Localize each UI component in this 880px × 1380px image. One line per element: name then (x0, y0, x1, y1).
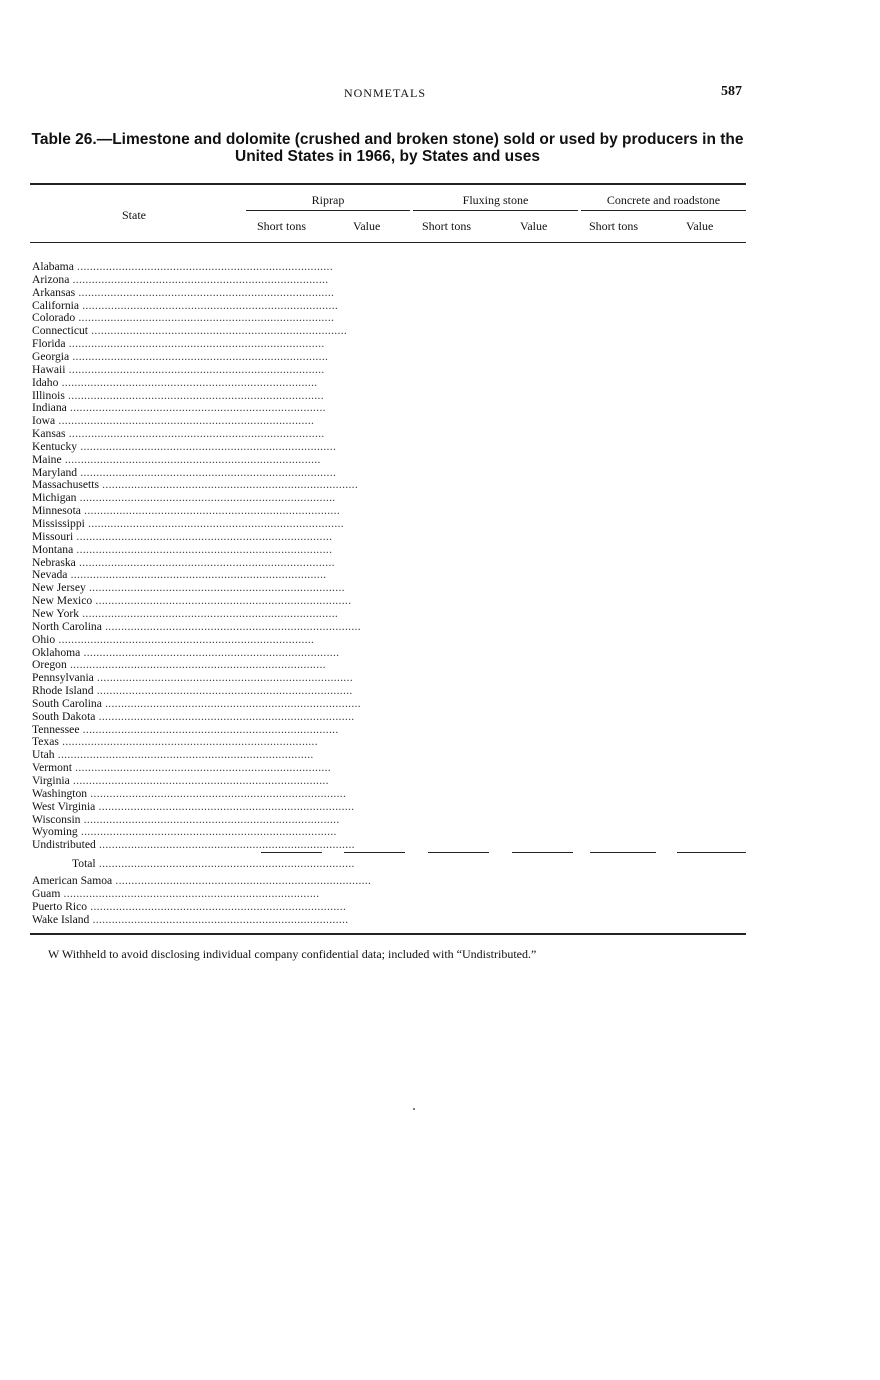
state-name: Kentucky (32, 440, 78, 453)
leader-dots: ................................................................................ (73, 530, 333, 543)
row-label (32, 825, 337, 838)
state-name: Nevada (32, 568, 68, 581)
leader-dots: ................................................................................ (67, 568, 327, 581)
row-label (32, 710, 355, 723)
state-name: California (32, 299, 80, 312)
state-name: Puerto Rico (32, 900, 88, 913)
leader-dots: ................................................................................ (79, 607, 339, 620)
group-header-fluxing-stone: Fluxing stone (462, 193, 529, 207)
state-name: Wake Island (32, 913, 90, 926)
leader-dots: ................................................................................ (71, 761, 332, 774)
leader-dots: ................................................................................ (54, 748, 314, 761)
leader-dots: ................................................................................ (65, 427, 325, 440)
state-name: Wyoming (32, 825, 78, 838)
leader-dots: ................................................................................ (80, 646, 340, 659)
subheader-riprap-value: Value (353, 219, 381, 233)
row-label (32, 671, 353, 684)
total-top-rule-1 (344, 852, 405, 853)
leader-dots: ................................................................................ (69, 774, 329, 787)
leader-dots: ................................................................................ (69, 350, 329, 363)
state-name: Iowa (32, 414, 56, 427)
leader-dots: ................................................................................ (79, 723, 339, 736)
state-name: Idaho (32, 376, 59, 389)
table-bottom-rule (30, 933, 746, 935)
state-name: Guam (32, 887, 61, 900)
row-label (32, 800, 355, 813)
state-name: Undistributed (32, 838, 96, 851)
group-rule-concrete (581, 210, 746, 211)
state-name: Alabama (32, 260, 74, 273)
total-top-rule-4 (590, 852, 656, 853)
row-label (32, 838, 355, 851)
state-name: Rhode Island (32, 684, 94, 697)
row-label (32, 774, 329, 787)
state-name: Ohio (32, 633, 56, 646)
state-name: Connecticut (32, 324, 89, 337)
leader-dots: ................................................................................ (95, 838, 355, 851)
row-label (32, 517, 344, 530)
state-name: Utah (32, 748, 55, 761)
state-name: Virginia (32, 774, 70, 787)
leader-dots: ................................................................................ (95, 857, 355, 870)
state-name: South Carolina (32, 697, 102, 710)
header-bottom-rule (30, 242, 746, 243)
state-name: Montana (32, 543, 74, 556)
leader-dots: ................................................................................ (87, 900, 347, 913)
row-label (32, 735, 318, 748)
row-label (32, 478, 359, 491)
table-title-line-2: United States in 1966, by States and uses (235, 148, 540, 165)
subheader-fluxing-value: Value (520, 219, 548, 233)
row-label (32, 607, 339, 620)
state-name: Washington (32, 787, 88, 800)
group-header-riprap: Riprap (311, 193, 345, 207)
row-label (32, 491, 336, 504)
leader-dots: ................................................................................ (85, 581, 345, 594)
row-label (32, 787, 347, 800)
leader-dots: ................................................................................ (101, 620, 361, 633)
total-top-rule-0 (261, 852, 322, 853)
leader-dots: ................................................................................ (55, 414, 315, 427)
state-name: Maryland (32, 466, 78, 479)
state-name: Kansas (32, 427, 66, 440)
state-name: Missouri (32, 530, 74, 543)
leader-dots: ................................................................................ (77, 825, 337, 838)
leader-dots: ................................................................................ (73, 543, 333, 556)
group-rule-fluxing (413, 210, 578, 211)
state-name: Total (72, 857, 96, 870)
leader-dots: ................................................................................ (87, 787, 347, 800)
leader-dots: ................................................................................ (77, 466, 337, 479)
state-name: Wisconsin (32, 813, 81, 826)
row-label (32, 260, 333, 273)
group-rule-riprap (246, 210, 410, 211)
row-label (32, 874, 372, 887)
leader-dots: ................................................................................ (77, 440, 337, 453)
leader-dots: ................................................................................ (95, 710, 355, 723)
row-label (32, 748, 314, 761)
leader-dots: ................................................................................ (66, 401, 326, 414)
state-name: Oregon (32, 658, 67, 671)
state-name: Texas (32, 735, 59, 748)
footnote: W Withheld to avoid disclosing individual company confidential data; included with “Undistributed.” (48, 947, 537, 961)
state-name: North Carolina (32, 620, 102, 633)
running-header-section: NONMETALS (343, 86, 427, 100)
row-label (32, 887, 320, 900)
state-name: Maine (32, 453, 62, 466)
state-name: American Samoa (32, 874, 113, 887)
state-name: Minnesota (32, 504, 81, 517)
leader-dots: ................................................................................ (69, 273, 329, 286)
leader-dots: ................................................................................ (80, 813, 340, 826)
leader-dots: ................................................................................ (93, 684, 353, 697)
state-name: Mississippi (32, 517, 85, 530)
leader-dots: ................................................................................ (55, 633, 315, 646)
row-label (32, 530, 333, 543)
state-name: Oklahoma (32, 646, 81, 659)
row-label (32, 427, 325, 440)
leader-dots: ................................................................................ (88, 324, 348, 337)
subheader-concrete-value: Value (686, 219, 714, 233)
state-name: Georgia (32, 350, 70, 363)
row-label (32, 453, 321, 466)
leader-dots: ................................................................................ (93, 671, 353, 684)
subheader-concrete-short-tons: Short tons (589, 219, 639, 233)
leader-dots: ................................................................................ (75, 556, 335, 569)
leader-dots: ................................................................................ (66, 658, 326, 671)
leader-dots: ................................................................................ (65, 337, 325, 350)
state-name: Colorado (32, 311, 76, 324)
row-label (32, 913, 349, 926)
state-name: Michigan (32, 491, 77, 504)
row-label (32, 543, 333, 556)
row-label (32, 401, 326, 414)
leader-dots: ................................................................................ (84, 517, 344, 530)
leader-dots: ................................................................................ (101, 697, 361, 710)
total-top-rule-3 (512, 852, 573, 853)
state-name: New York (32, 607, 80, 620)
row-label (32, 286, 335, 299)
row-label (32, 568, 327, 581)
state-column-header: State (122, 208, 146, 222)
state-name: Indiana (32, 401, 67, 414)
leader-dots: ................................................................................ (64, 389, 324, 402)
table-top-rule (30, 183, 746, 185)
state-name: Hawaii (32, 363, 66, 376)
leader-dots: ................................................................................ (76, 491, 336, 504)
leader-dots: ................................................................................ (58, 376, 318, 389)
row-label (32, 658, 326, 671)
state-name: Nebraska (32, 556, 76, 569)
row-label (32, 414, 315, 427)
row-label (32, 761, 332, 774)
state-name: Arkansas (32, 286, 76, 299)
row-label (32, 324, 348, 337)
row-label (32, 684, 353, 697)
page-number: 587 (721, 84, 742, 99)
leader-dots: ................................................................................ (58, 735, 318, 748)
state-name: Florida (32, 337, 66, 350)
row-label (32, 633, 315, 646)
row-label (32, 273, 329, 286)
row-label (32, 581, 345, 594)
leader-dots: ................................................................................ (65, 363, 325, 376)
row-label (32, 363, 325, 376)
leader-dots: ................................................................................ (61, 453, 321, 466)
state-name: West Virginia (32, 800, 96, 813)
row-label (32, 620, 361, 633)
row-label (32, 504, 341, 517)
row-label (32, 900, 347, 913)
leader-dots: ................................................................................ (89, 913, 349, 926)
row-label (32, 697, 361, 710)
leader-dots: ................................................................................ (80, 504, 341, 517)
state-name: Illinois (32, 389, 65, 402)
subheader-riprap-short-tons: Short tons (257, 219, 307, 233)
leader-dots: ................................................................................ (95, 800, 355, 813)
state-name: New Mexico (32, 594, 93, 607)
leader-dots: ................................................................................ (112, 874, 372, 887)
row-label (32, 376, 318, 389)
state-name: New Jersey (32, 581, 86, 594)
state-name: Vermont (32, 761, 72, 774)
subheader-fluxing-short-tons: Short tons (422, 219, 472, 233)
table-title-line-1: Table 26.—Limestone and dolomite (crushed and broken stone) sold or used by producers in the (31, 131, 744, 148)
stray-mark (413, 1108, 415, 1110)
group-header-concrete-roadstone: Concrete and roadstone (606, 193, 721, 207)
leader-dots: ................................................................................ (60, 887, 320, 900)
leader-dots: ................................................................................ (92, 594, 352, 607)
row-label (32, 440, 337, 453)
leader-dots: ................................................................................ (75, 286, 335, 299)
row-label (72, 857, 355, 870)
state-name: Pennsylvania (32, 671, 94, 684)
row-label (32, 337, 325, 350)
state-name: Arizona (32, 273, 70, 286)
state-name: Massachusetts (32, 478, 99, 491)
row-label (32, 594, 352, 607)
total-top-rule-2 (428, 852, 489, 853)
leader-dots: ................................................................................ (98, 478, 359, 491)
row-label (32, 311, 335, 324)
leader-dots: ................................................................................ (73, 260, 333, 273)
table-title (30, 131, 745, 165)
state-name: Tennessee (32, 723, 80, 736)
leader-dots: ................................................................................ (75, 311, 335, 324)
total-top-rule-5 (677, 852, 746, 853)
leader-dots: ................................................................................ (79, 299, 339, 312)
state-name: South Dakota (32, 710, 96, 723)
row-label (32, 350, 329, 363)
